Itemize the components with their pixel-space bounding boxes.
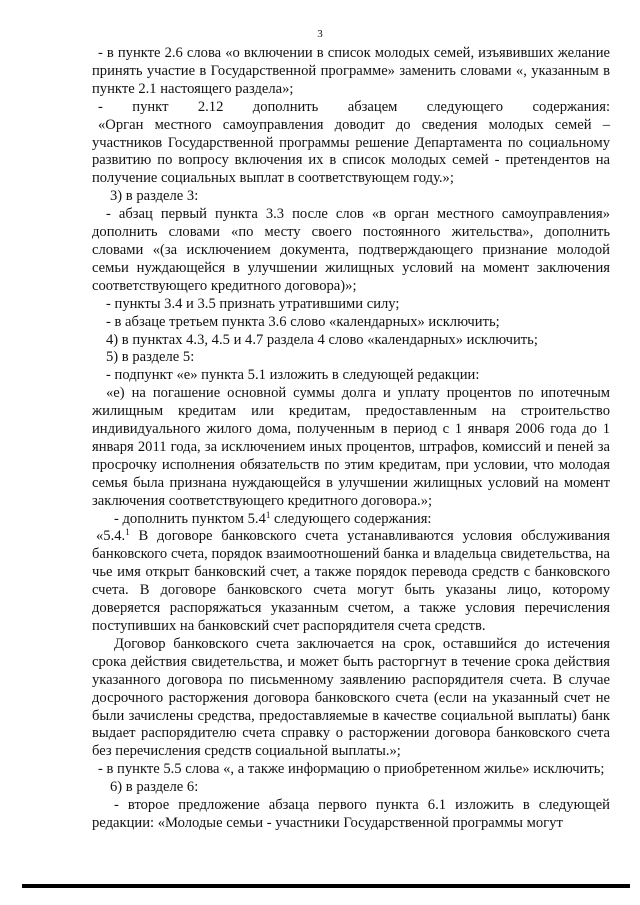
page-number: 3 [317,28,323,40]
superscript-one: 1 [265,509,271,520]
paragraph-3-6-amendment: - в абзаце третьем пункта 3.6 слово «календарных» исключить; [106,313,500,330]
paragraph-2-12-amendment: - пункт 2.12 дополнить абзацем следующего содержания: [98,98,610,115]
paragraph-5-5-amendment: - в пункте 5.5 слова «, а также информацию о приобретенном жилье» исключить; [98,761,605,778]
document-body [92,45,610,833]
quote-bank-account-term: Договор банковского счета заключается на срок, оставшийся до истечения срока действия свидетельства, и может быть расторгнут в течение срока действия указанного договора по письменному заявлению распорядителя счета. В случае досрочного расторжения договора банковского счета (если на указанный счет не были зачислены средства, предоставляемые в качестве социальной выплаты) банк выдает распорядителю счета справку о расторжении договора банковского счета без перечисления средств социальной выплаты.»; [92,635,610,760]
paragraph-3-4-3-5-repeal: - пункты 3.4 и 3.5 признать утратившими силу; [106,295,400,312]
bottom-rule [22,884,630,888]
paragraph-3-3-amendment: - абзац первый пункта 3.3 после слов «в орган местного самоуправления» дополнить словами «по месту своего постоянного жительства», дополнить словами «(за исключением документа, подтверждающего признание молодой семьи нуждающейся в улучшении жилищных условий на момент заключения соответствующего кредитного договора)»; [92,206,610,294]
quote-subparagraph-e: «е) на погашение основной суммы долга и уплату процентов по ипотечным жилищным кредитам или кредитам, предоставленным на строительство индивидуального жилого дома, полученным в период с 1 января 2006 года до 1 января 2011 года, за исключением иных процентов, штрафов, комиссий и пеней за просрочку исполнения обязательств по этим кредитам, при условии, что молодая семья была признана нуждающейся в улучшении жилищных условий на момент заключения соответствующего кредитного договора.»; [92,385,610,509]
paragraph-6-1-amendment: - второе предложение абзаца первого пункта 6.1 изложить в следующей редакции: «Молодые семьи - участники Государственной программы могут [92,797,610,831]
paragraph-2-6-amendment: - в пункте 2.6 слова «о включении в список молодых семей, изъявивших желание принять участие в Государственной программе» заменить словами «, указанным в пункте 2.1 настоящего раздела»; [92,45,610,97]
quote-5-4-1-text: В договоре банковского счета устанавливаются условия обслуживания банковского счета, порядок взаимоотношений банка и владельца свидетельства, на чье имя открыт банковский счет, а также порядок перевода средств с банковского счета. В договоре банковского счета могут быть указаны лицо, которому доверяется распоряжаться указанным счетом, а также условия перечисления поступивших на банковский счет распорядителя счета средств. [92,528,610,634]
paragraph-5-4-1-addition [92,511,610,529]
quote-5-4-1 [92,528,610,635]
section-3-heading: 3) в разделе 3: [110,188,199,205]
superscript-one: 1 [125,527,130,538]
quote-5-4-1-number: «5.4. [96,528,126,545]
paragraph-5-4-1-addition-text-a: - дополнить пунктом 5.4 [114,510,266,527]
quote-local-government: «Орган местного самоуправления доводит до сведения молодых семей – участников Государственной программы решение Департамента по социальному развитию по вопросу включения их в список молодых семей - претендентов на получение социальных выплат в соответствующем году.»; [92,116,610,187]
section-4-amendment: 4) в пунктах 4.3, 4.5 и 4.7 раздела 4 слово «календарных» исключить; [106,331,538,348]
section-5-heading: 5) в разделе 5: [106,349,195,366]
paragraph-5-4-1-addition-text-b: следующего содержания: [270,510,432,527]
section-6-heading: 6) в разделе 6: [110,779,199,796]
subparagraph-e-amendment: - подпункт «е» пункта 5.1 изложить в следующей редакции: [106,367,480,384]
